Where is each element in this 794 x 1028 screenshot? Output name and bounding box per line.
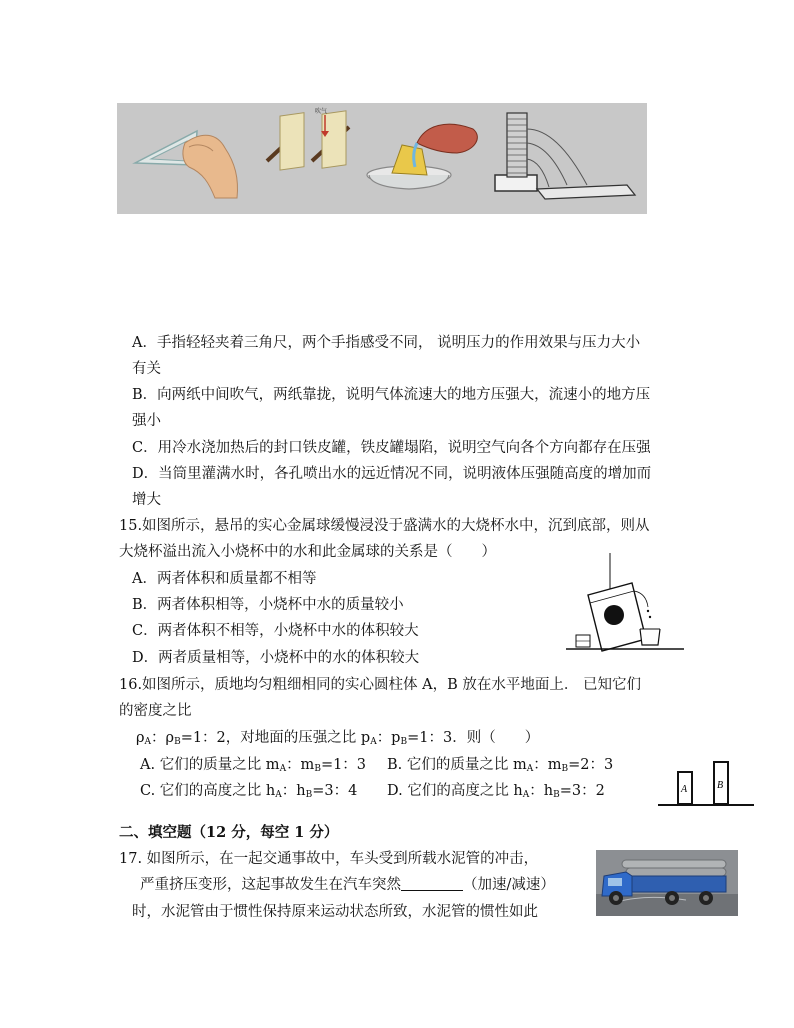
two-papers-illustration [267, 107, 349, 170]
q15-stem-line2: 大烧杯溢出流入小烧杯中的水和此金属球的关系是（ ） [119, 544, 496, 560]
q14-figure-strip [117, 103, 647, 214]
q14-option-b-line1: B．向两纸中间吹气，两纸靠拢，说明气体流速大的地方压强大，流速小的地方压 [132, 387, 651, 403]
q14-option-b-line2: 强小 [132, 413, 161, 429]
triangle-ruler-hand-illustration [135, 131, 238, 198]
q14-option-d-line1: D．当筒里灌满水时，各孔喷出水的远近情况不同，说明液体压强随高度的增加而 [132, 466, 652, 482]
q16-stem-line2: 的密度之比 [119, 703, 192, 719]
q17-line2: 严重挤压变形，这起事故发生在汽车突然 （加速/减速） [140, 877, 555, 893]
q15-option-b: B．两者体积相等，小烧杯中水的质量较小 [132, 597, 404, 613]
can-basin-illustration [367, 124, 477, 189]
q15-option-d: D．两者质量相等，小烧杯中的水的体积较大 [132, 650, 420, 666]
q14-option-a-line2: 有关 [132, 361, 161, 377]
q14-option-a-line1: A．手指轻轻夹着三角尺，两个手指感受不同， 说明压力的作用效果与压力大小 [132, 335, 641, 351]
q16-cylinders-figure [658, 758, 754, 808]
q17-truck-photo [596, 850, 738, 916]
q15-option-a: A．两者体积和质量都不相等 [132, 571, 317, 587]
q14-option-c: C．用冷水浇加热后的封口铁皮罐，铁皮罐塌陷，说明空气向各个方向都存在压强 [132, 440, 651, 456]
q16-option-c: C. 它们的高度之比 $h_A$：$h_B=3$：4 [140, 783, 358, 800]
q15-stem-line1: 15.如图所示，悬吊的实心金属球缓慢浸没于盛满水的大烧杯水中，沉到底部，则从 [119, 518, 650, 534]
q15-option-c: C．两者体积不相等，小烧杯中水的体积较大 [132, 623, 419, 639]
q15-beaker-figure [566, 553, 686, 653]
q16-option-a: A. 它们的质量之比 $m_A$：$m_B=1$：3 [140, 757, 367, 774]
q17-answer-blank[interactable] [401, 876, 463, 891]
q16-option-d: D. 它们的高度之比 $h_A$：$h_B=3$：2 [387, 783, 605, 800]
q16-density-ratio: $\rho_A$：$\rho_B=1$：2，对地面的压强之比 $p_A$：$p_B=1$：3．则（ ） [136, 730, 540, 747]
water-cylinder-illustration [495, 113, 635, 199]
q17-line3: 时，水泥管由于惯性保持原来运动状态所致，水泥管的惯性如此 [132, 904, 538, 920]
q16-option-b: B. 它们的质量之比 $m_A$：$m_B=2$：3 [387, 757, 614, 774]
q14-option-d-line2: 增大 [132, 492, 161, 508]
blow-label: 吹气 [315, 109, 328, 115]
section-fill-in-title: 二、填空题（12 分，每空 1 分） [119, 824, 339, 841]
q16-stem-line1: 16.如图所示，质地均匀粗细相同的实心圆柱体 A，B 放在水平地面上． 已知它们 [119, 677, 642, 693]
cylinder-a-label: A [681, 784, 688, 795]
cylinder-b-label: B [717, 780, 724, 791]
q17-line1: 17. 如图所示，在一起交通事故中，车头受到所载水泥管的冲击， [119, 851, 539, 867]
